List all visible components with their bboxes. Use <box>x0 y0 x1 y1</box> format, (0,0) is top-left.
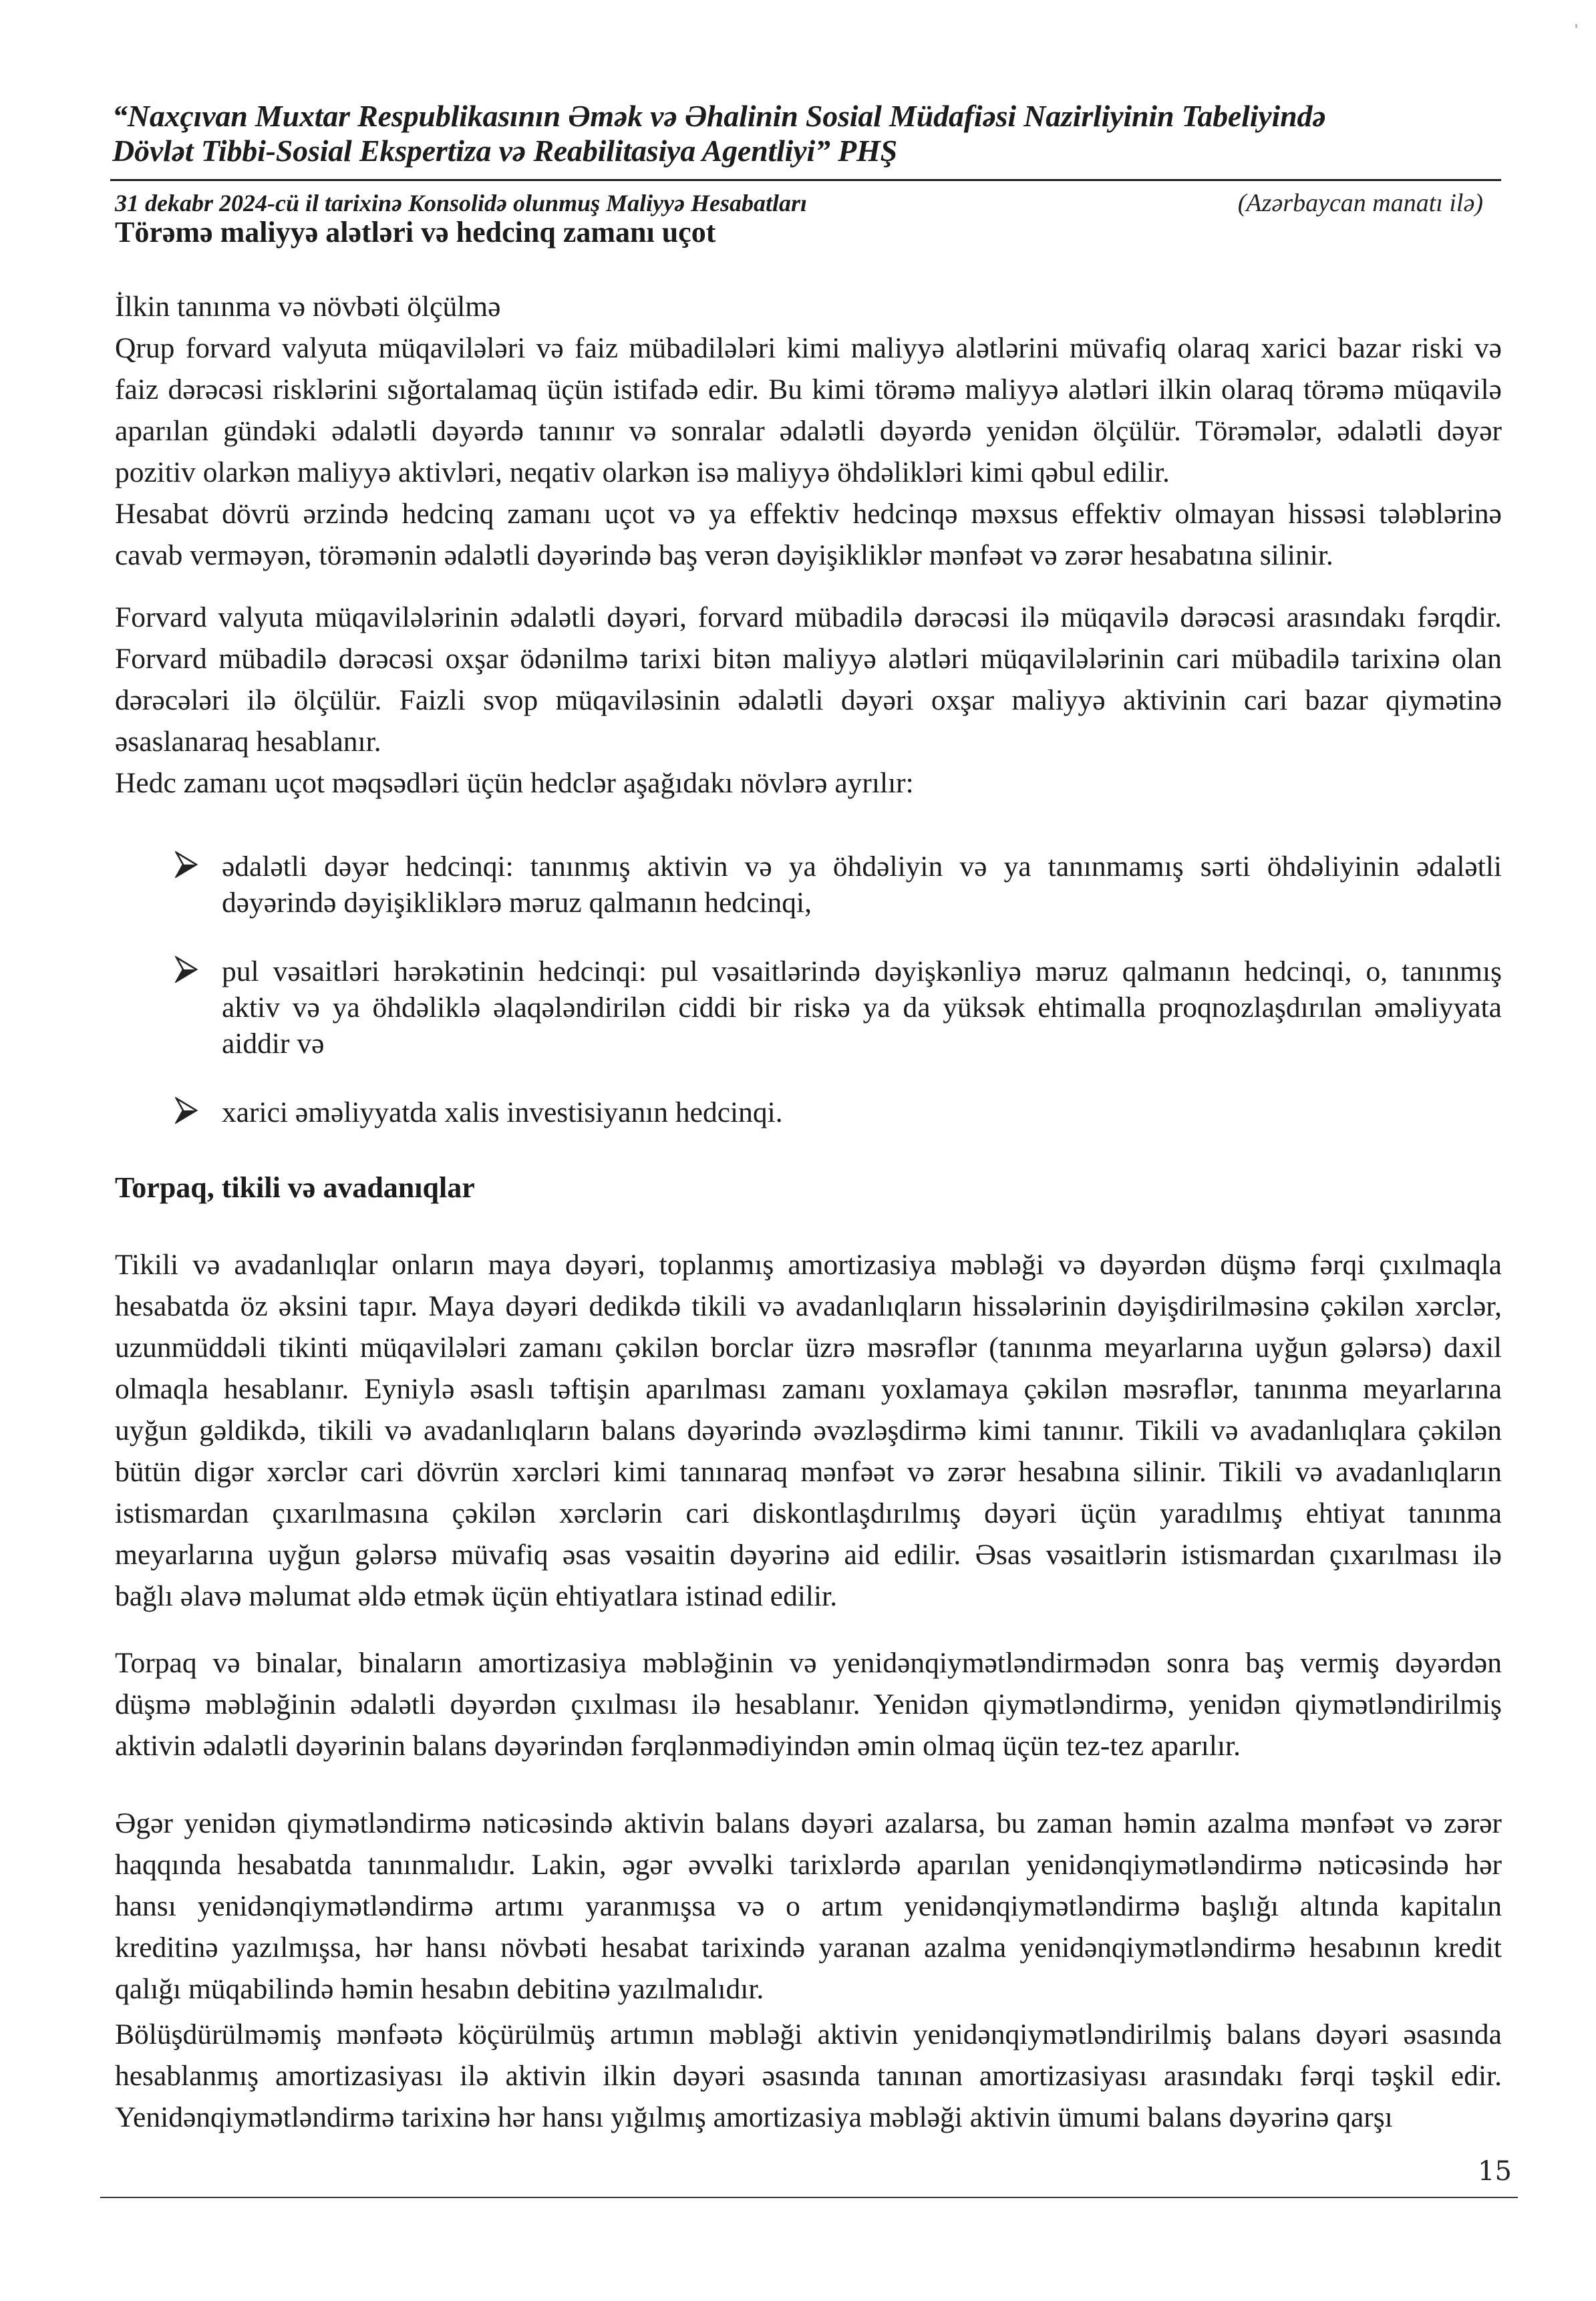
scan-speck <box>1575 24 1577 28</box>
text-line: Forvard mübadilə dərəcəsi oxşar ödənilmə tarixi bitən maliyyə alətləri müqavilələrinin cari mübadilə tarixinə olan <box>115 643 1502 675</box>
bullet-text-line: ədalətli dəyər hedcinqi: tanınmış aktivin və ya öhdəliyin və ya tanınmamış sərti öhdəliyinin ədalətli <box>222 851 1502 883</box>
text-line: Bölüşdürülməmiş mənfəətə köçürülmüş artımın məbləği aktivin yenidənqiymətləndirilmiş balans dəyəri əsasında <box>115 2018 1502 2050</box>
paragraph-retained-earnings-transfer <box>115 2014 1502 2138</box>
text-line: kreditinə yazılmışsa, hər hansı növbəti hesabat tarixində yaranan azalma yenidənqiymətləndirmə hesabının kredit <box>115 1932 1502 1964</box>
header-divider <box>110 179 1501 181</box>
text-line: Forvard valyuta müqavilələrinin ədalətli dəyəri, forvard mübadilə dərəcəsi ilə müqavilə dərəcəsi arasındakı fərqdir. <box>115 601 1502 633</box>
text-line: uyğun gəldikdə, tikili və avadanlıqların balans dəyərində əvəzləşdirmə kimi tanınır. Tikili və avadanlıqlara çəkilən <box>115 1414 1502 1446</box>
text-line: Hesabat dövrü ərzində hedcinq zamanı uçot və ya effektiv hedcinqə məxsus effektiv olmayan hissəsi tələblərinə <box>115 498 1502 530</box>
paragraph-ppe-cost <box>115 1244 1502 1617</box>
text-line: bütün digər xərclər cari dövrün xərcləri kimi tanınaraq mənfəət və zərər hesabına silinir. Tikili və avadanlıqların <box>115 1456 1502 1488</box>
document-header-title <box>112 99 1529 168</box>
text-line: uzunmüddəli tikinti müqavilələri zamanı çəkilən borclar üzrə məsrəflər (tanınma meyarlarına uyğun gələrsə) daxil <box>115 1332 1502 1364</box>
text-line: Hedc zamanı uçot məqsədləri üçün hedclər aşağıdakı növlərə ayrılır: <box>115 767 914 799</box>
paragraph-initial-recognition-heading <box>115 286 1502 327</box>
text-line: hansı yenidənqiymətləndirmə artımı yaranmışsa və o artım yenidənqiymətləndirmə başlığı altında kapitalın <box>115 1890 1502 1922</box>
bullet-text-line: aktiv və ya öhdəliklə əlaqələndirilən ciddi bir riskə ya da yüksək ehtimalla proqnozlaşdırılan əməliyyata <box>222 991 1502 1024</box>
footer-divider <box>100 2197 1518 2198</box>
text-line: meyarlarına uyğun gələrsə müvafiq əsas vəsaitin dəyərinə aid edilir. Əsas vəsaitlərin istismardan çıxarılması ilə <box>115 1539 1502 1571</box>
section-title-derivatives: Törəmə maliyyə alətləri və hedcinq zamanı uçot <box>115 216 716 249</box>
header-title-line: “Naxçıvan Muxtar Respublikasının Əmək və Əhalinin Sosial Müdafiəsi Nazirliyinin Tabeliyində <box>112 99 1326 133</box>
bullet-text-line: pul vəsaitləri hərəkətinin hedcinqi: pul vəsaitlərində dəyişkənliyə məruz qalmanın hedcinqi, o, tanınmış <box>222 955 1502 987</box>
bullet-text <box>222 1094 1502 1130</box>
text-line: aktivin ədalətli dəyərinin balans dəyərindən fərqlənmədiyindən əmin olmaq üçün tez-tez aparılır. <box>115 1730 1241 1762</box>
text-line: cavab verməyən, törəmənin ədalətli dəyərində baş verən dəyişikliklər mənfəət və zərər hesabatına silinir. <box>115 539 1333 571</box>
text-line: hesabatda öz əksini tapır. Maya dəyəri dedikdə tikili və avadanlıqların hissələrinin dəyişdirilməsinə çəkilən xərclər, <box>115 1290 1502 1322</box>
bullet-text <box>222 953 1502 1062</box>
arrowhead-bullet-icon <box>175 956 198 983</box>
text-line: hesablanmış amortizasiyası ilə aktivin ilkin dəyəri əsasında tanınan amortizasiyası arasındakı fərqi təşkil edir. <box>115 2060 1502 2092</box>
text-line: İlkin tanınma və növbəti ölçülmə <box>115 291 501 323</box>
text-line: düşmə məbləğinin ədalətli dəyərdən çıxılması ilə hesablanır. Yenidən qiymətləndirmə, yenidən qiymətləndirilmiş <box>115 1688 1502 1720</box>
text-line: dərəcələri ilə ölçülür. Faizli svop müqaviləsinin ədalətli dəyəri oxşar maliyyə aktivinin cari bazar qiymətinə <box>115 684 1502 716</box>
paragraph-land-buildings <box>115 1642 1502 1767</box>
bullet-text-line: aiddir və <box>222 1028 325 1060</box>
text-line: bağlı əlavə məlumat əldə etmək üçün ehtiyatlara istinad edilir. <box>115 1580 838 1612</box>
paragraph-derivatives-usage <box>115 327 1502 493</box>
text-line: faiz dərəcəsi risklərini sığortalamaq üçün istifadə edir. Bu kimi törəmə maliyyə alətləri ilkin olaraq törəmə müqavilə <box>115 373 1502 406</box>
text-line: qalığı müqabilində həmin hesabın debitinə yazılmalıdır. <box>115 1973 764 2005</box>
bullet-text-line: xarici əməliyyatda xalis investisiyanın hedcinqi. <box>222 1096 783 1128</box>
arrowhead-bullet-icon <box>175 1097 198 1124</box>
text-line: istismardan çıxarılmasına çəkilən xərclərin cari diskontlaşdırılmış dəyəri üçün yaradılmış ehtiyat tanınma <box>115 1497 1502 1529</box>
page-number: 15 <box>1478 2156 1512 2187</box>
text-line: olmaqla hesablanır. Eyniylə əsaslı təftişin aparılması zamanı yoxlamaya çəkilən məsrəflər, tanınma meyarlarına <box>115 1373 1502 1405</box>
paragraph-forward-fair-value <box>115 597 1502 762</box>
text-line: əsaslanaraq hesablanır. <box>115 726 381 758</box>
report-subtitle: 31 dekabr 2024-cü il tarixinə Konsolidə olunmuş Maliyyə Hesabatları <box>115 190 808 216</box>
text-line: Torpaq və binalar, binaların amortizasiya məbləğinin və yenidənqiymətləndirmədən sonra baş vermiş dəyərdən <box>115 1647 1502 1679</box>
currency-note: (Azərbaycan manatı ilə) <box>1237 189 1483 217</box>
text-line: Qrup forvard valyuta müqavilələri və faiz mübadilələri kimi maliyyə alətlərini müvafiq olaraq xarici bazar riski və <box>115 332 1502 364</box>
text-line: Yenidənqiymətləndirmə tarixinə hər hansı yığılmış amortizasiya məbləği aktivin ümumi balans dəyərinə qarşı <box>115 2101 1393 2133</box>
text-line: Tikili və avadanlıqlar onların maya dəyəri, toplanmış amortizasiya məbləği və dəyərdən düşmə fərqi çıxılmaqla <box>115 1249 1502 1281</box>
paragraph-hedge-types-intro <box>115 762 1502 804</box>
text-line: pozitiv olarkən maliyyə aktivləri, neqativ olarkən isə maliyyə öhdəlikləri kimi qəbul edilir. <box>115 456 1170 488</box>
bullet-text <box>222 849 1502 921</box>
bullet-text-line: dəyərində dəyişikliklərə məruz qalmanın hedcinqi, <box>222 887 812 919</box>
arrowhead-bullet-icon <box>175 851 198 878</box>
section-title-ppe: Torpaq, tikili və avadanıqlar <box>115 1171 475 1204</box>
text-line: haqqında hesabatda tanınmalıdır. Lakin, əgər əvvəlki tarixlərdə aparılan yenidənqiymətləndirmə nəticəsində hər <box>115 1849 1502 1881</box>
text-line: Əgər yenidən qiymətləndirmə nəticəsində aktivin balans dəyəri azalarsa, bu zaman həmin azalma mənfəət və zərər <box>115 1807 1502 1839</box>
paragraph-revaluation-decrease <box>115 1803 1502 2010</box>
text-line: aparılan gündəki ədalətli dəyərdə tanınır və sonralar ədalətli dəyərdə yenidən ölçülür. Törəmələr, ədalətli dəyər <box>115 415 1502 447</box>
paragraph-hedge-ineffective <box>115 493 1502 576</box>
header-subtitle-row <box>115 188 1483 218</box>
header-title-line: Dövlət Tibbi-Sosial Ekspertiza və Reabilitasiya Agentliyi” PHŞ <box>112 134 898 168</box>
